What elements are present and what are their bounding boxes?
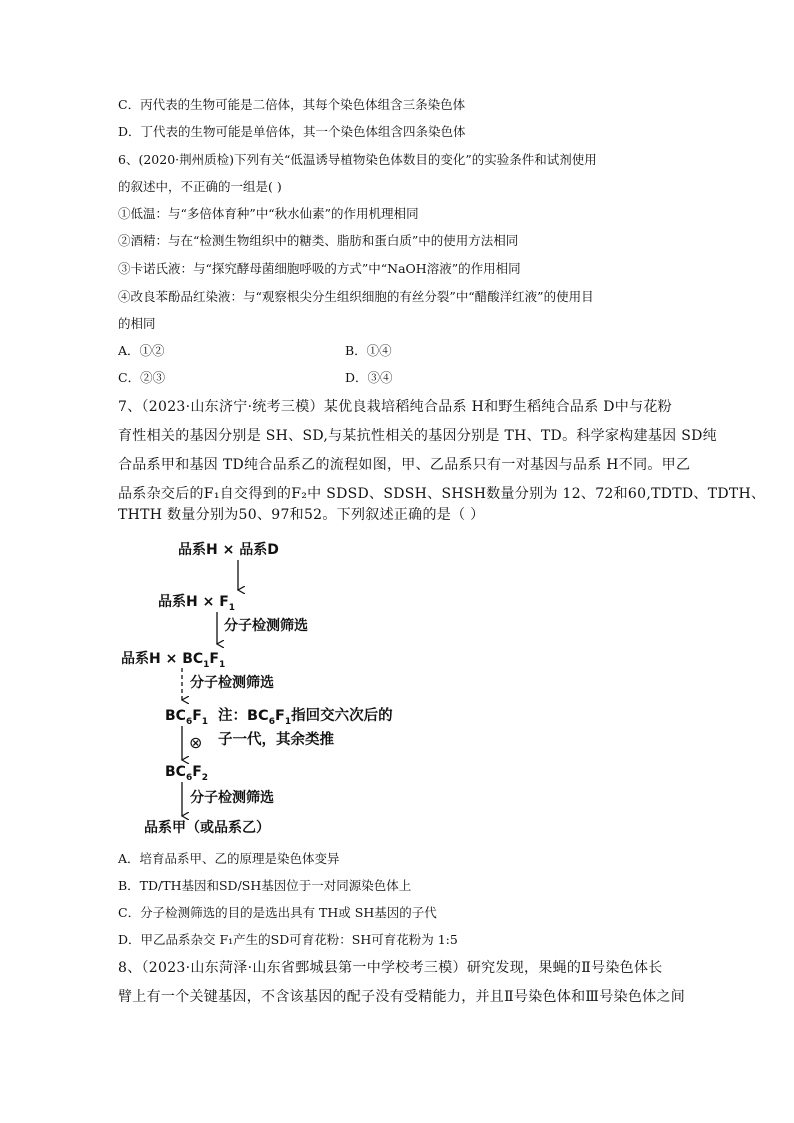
q6-item1: ①低温：与“多倍体育种”中“秋水仙素”的作用机理相同 xyxy=(118,206,419,221)
flow-note-sub1: 6 xyxy=(268,716,275,727)
flow-step3: 分子检测筛选 xyxy=(190,790,274,806)
flow-row5 xyxy=(165,763,208,787)
selfing-symbol-icon: ⊗ xyxy=(189,733,203,752)
q8-stem-line1: 8、（2023·山东菏泽·山东省鄄城县第一中学校考三模）研究发现，果蝇的Ⅱ号染色体长 xyxy=(118,960,663,976)
flow-note-suffix: 指回交六次后的 xyxy=(291,708,393,724)
flow-row4-sub1: 6 xyxy=(185,716,193,727)
q6-option-a: A．①② xyxy=(118,343,165,358)
flow-row5-mid: F xyxy=(192,764,202,780)
flow-row2 xyxy=(158,593,235,617)
flow-row4-mid: F xyxy=(192,708,202,724)
q7-option-c: C．分子检测筛选的目的是选出具有 TH或 SH基因的子代 xyxy=(118,905,437,920)
q7-stem-line4: 品系杂交后的F₁自交得到的F₂中 SDSD、SDSH、SHSH数量分别为 12、72和60,TDTD、TDTH、 xyxy=(118,486,766,502)
flow-note-line2: 子一代，其余类推 xyxy=(218,732,334,748)
flow-row3-label: 品系H × BC xyxy=(121,651,204,667)
flow-row3 xyxy=(121,650,225,674)
flow-row4-sub2: 1 xyxy=(201,716,209,727)
q6-item2: ②酒精：与在“检测生物组织中的糖类、脂肪和蛋白质”中的使用方法相同 xyxy=(118,233,519,248)
q7-stem-line3: 合品系甲和基因 TD纯合品系乙的流程如图，甲、乙品系只有一对基因与品系 H不同。甲乙 xyxy=(118,457,691,473)
flow-row1: 品系H × 品系D xyxy=(178,542,279,558)
flow-note-prefix: 注：BC xyxy=(218,708,269,724)
q7-option-b: B．TD/TH基因和SD/SH基因位于一对同源染色体上 xyxy=(118,878,412,893)
q6-item3: ③卡诺氏液：与“探究酵母菌细胞呼吸的方式”中“NaOH溶液”的作用相同 xyxy=(118,261,521,276)
q7-stem-line2: 育性相关的基因分别是 SH、SD,与某抗性相关的基因分别是 TH、TD。科学家构建基因 SD纯 xyxy=(118,428,717,444)
flow-row4-label: BC xyxy=(165,708,186,724)
flow-row3-sub2: 1 xyxy=(218,659,226,670)
q7-option-d: D．甲乙品系杂交 F₁产生的SD可育花粉：SH可育花粉为 1:5 xyxy=(118,932,458,947)
flow-step2: 分子检测筛选 xyxy=(190,675,274,691)
flow-row3-mid: F xyxy=(209,651,219,667)
flow-note-mid: F xyxy=(274,708,285,724)
q6-option-c: C．②③ xyxy=(118,370,166,385)
q7-stem-line5: THTH 数量分别为50、97和52。下列叙述正确的是（ ） xyxy=(118,507,485,523)
flow-row4 xyxy=(165,707,208,731)
q7-option-a: A．培育品系甲、乙的原理是染色体变异 xyxy=(118,851,340,866)
flow-step1: 分子检测筛选 xyxy=(224,618,308,634)
q6-item4-line2: 的相同 xyxy=(118,316,156,331)
q8-stem-line2: 臂上有一个关键基因，不含该基因的配子没有受精能力，并且Ⅱ号染色体和Ⅲ号染色体之间 xyxy=(118,989,686,1005)
q6-stem-line1: 6、(2020·荆州质检)下列有关“低温诱导植物染色体数目的变化”的实验条件和试剂使用 xyxy=(118,152,597,167)
flow-row5-sub2: 2 xyxy=(201,772,209,783)
q5-option-c: C．丙代表的生物可能是二倍体，其每个染色体组含三条染色体 xyxy=(118,97,466,112)
flow-note-sub2: 1 xyxy=(284,716,292,727)
q6-option-d: D．③④ xyxy=(345,370,393,385)
flow-row5-sub1: 6 xyxy=(185,772,193,783)
flow-result: 品系甲（或品系乙） xyxy=(144,820,270,836)
flow-row5-label: BC xyxy=(165,764,186,780)
q6-option-b: B．①④ xyxy=(345,343,392,358)
q6-item4-line1: ④改良苯酚品红染液：与“观察根尖分生组织细胞的有丝分裂”中“醋酸洋红液”的使用目 xyxy=(118,289,594,304)
flow-row2-label: 品系H × F xyxy=(158,594,229,610)
flow-row3-sub1: 1 xyxy=(203,659,210,670)
q6-stem-line2: 的叙述中，不正确的一组是( ) xyxy=(118,179,282,194)
q5-option-d: D．丁代表的生物可能是单倍体，其一个染色体组含四条染色体 xyxy=(118,124,466,139)
flow-row2-sub: 1 xyxy=(228,602,236,613)
q7-stem-line1: 7、（2023·山东济宁·统考三模）某优良栽培稻纯合品系 H和野生稻纯合品系 D中与花粉 xyxy=(118,399,672,415)
